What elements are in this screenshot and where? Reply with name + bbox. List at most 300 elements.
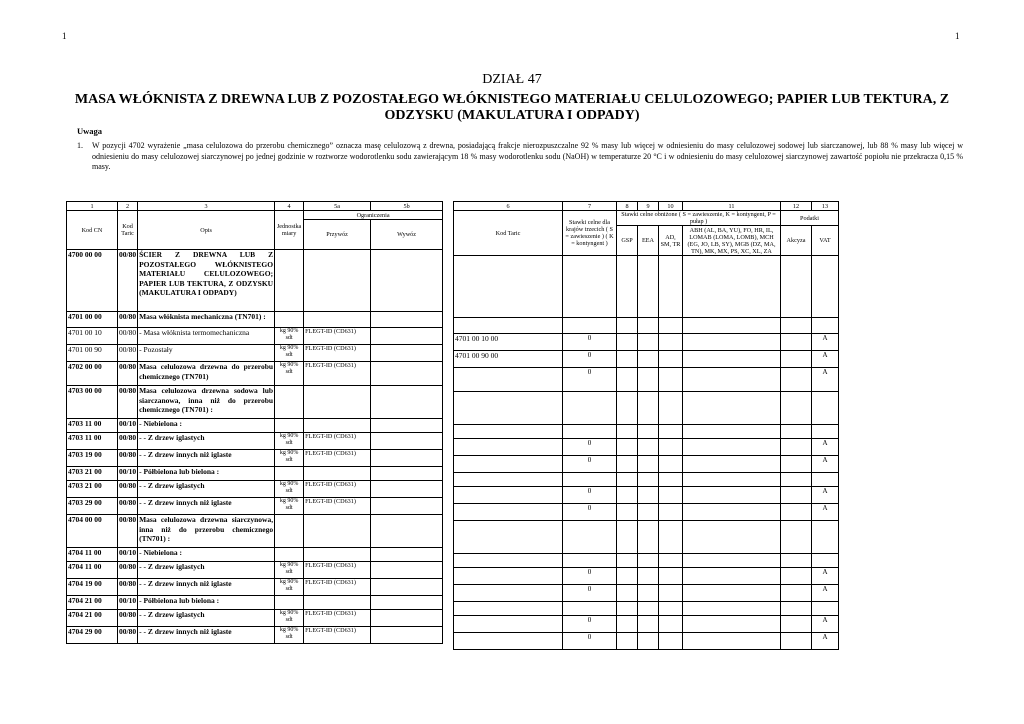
row-unit <box>275 419 304 433</box>
row-export-restriction <box>371 515 443 548</box>
table-row <box>454 425 839 439</box>
row-vat: A <box>812 616 839 633</box>
row-abh <box>683 585 781 602</box>
row-unit <box>275 515 304 548</box>
row-cn-code: 4703 00 00 <box>67 386 118 419</box>
row-ad <box>659 318 683 334</box>
row-description: - - Z drzew innych niż iglaste <box>138 498 275 515</box>
row-taric-suffix: 00/80 <box>118 481 138 498</box>
row-third-country-rate <box>563 521 617 554</box>
row-export-restriction <box>371 362 443 386</box>
col-number: 5b <box>371 202 443 211</box>
row-gsp <box>617 633 638 650</box>
table-row <box>67 362 443 386</box>
row-taric-suffix: 00/80 <box>118 579 138 596</box>
table-row <box>67 515 443 548</box>
row-akcyza <box>781 456 812 473</box>
row-import-restriction <box>304 250 371 312</box>
row-vat <box>812 318 839 334</box>
table-row <box>454 318 839 334</box>
row-ad <box>659 521 683 554</box>
row-ad <box>659 334 683 351</box>
row-export-restriction <box>371 386 443 419</box>
row-abh <box>683 392 781 425</box>
table-row <box>67 596 443 610</box>
row-import-restriction <box>304 596 371 610</box>
col-number: 4 <box>275 202 304 211</box>
row-export-restriction <box>371 450 443 467</box>
table-row <box>454 334 839 351</box>
row-taric-suffix: 00/80 <box>118 362 138 386</box>
table-row <box>454 504 839 521</box>
row-description: ŚCIER Z DREWNA LUB Z POZOSTAŁEGO WŁÓKNISTEGO MATERIAŁU CELULOZOWEGO; PAPIER LUB TEKTURA, Z ODZYSKU (MAKULATURA I ODPADY) <box>138 250 275 312</box>
row-eea <box>638 392 659 425</box>
row-third-country-rate: 0 <box>563 456 617 473</box>
row-ad <box>659 504 683 521</box>
row-unit: kg 90% sdt <box>275 328 304 345</box>
row-eea <box>638 602 659 616</box>
row-third-country-rate: 0 <box>563 368 617 392</box>
row-taric-suffix: 00/10 <box>118 467 138 481</box>
row-third-country-rate: 0 <box>563 439 617 456</box>
row-third-country-rate <box>563 554 617 568</box>
row-abh <box>683 616 781 633</box>
row-vat: A <box>812 439 839 456</box>
page-number-right: 1 <box>955 31 960 41</box>
row-unit: kg 90% sdt <box>275 450 304 467</box>
row-eea <box>638 256 659 318</box>
table-row <box>454 602 839 616</box>
row-gsp <box>617 318 638 334</box>
row-akcyza <box>781 473 812 487</box>
table-row <box>67 345 443 362</box>
row-unit <box>275 548 304 562</box>
row-vat: A <box>812 585 839 602</box>
header-stawki-trzecie: Stawki celne dla krajów trzecich ( S = zawieszenie ) ( K = kontyngent ) <box>563 211 617 256</box>
row-description: - Masa włóknista termomechaniczna <box>138 328 275 345</box>
header-ad: AD, SM, TR <box>659 226 683 256</box>
row-unit <box>275 312 304 328</box>
col-number: 2 <box>118 202 138 211</box>
row-taric-suffix: 00/80 <box>118 562 138 579</box>
col-number: 3 <box>138 202 275 211</box>
row-unit: kg 90% sdt <box>275 362 304 386</box>
table-row <box>454 368 839 392</box>
row-description: - - Z drzew iglastych <box>138 562 275 579</box>
row-third-country-rate: 0 <box>563 568 617 585</box>
row-description: - - Z drzew innych niż iglaste <box>138 450 275 467</box>
row-taric-suffix: 00/80 <box>118 386 138 419</box>
row-ad <box>659 616 683 633</box>
row-unit: kg 90% sdt <box>275 627 304 644</box>
row-import-restriction: FLEGT-ID (CD631) <box>304 362 371 386</box>
row-description: - - Z drzew iglastych <box>138 433 275 450</box>
row-import-restriction: FLEGT-ID (CD631) <box>304 450 371 467</box>
row-akcyza <box>781 554 812 568</box>
row-gsp <box>617 554 638 568</box>
note-number: 1. <box>77 141 83 150</box>
row-kod-taric <box>454 318 563 334</box>
row-gsp <box>617 439 638 456</box>
row-taric-suffix: 00/80 <box>118 450 138 467</box>
row-export-restriction <box>371 596 443 610</box>
table-row <box>454 633 839 650</box>
row-cn-code: 4704 29 00 <box>67 627 118 644</box>
col-number: 7 <box>563 202 617 211</box>
row-kod-taric <box>454 633 563 650</box>
row-import-restriction <box>304 467 371 481</box>
header-vat: VAT <box>812 226 839 256</box>
row-description: - Niebielona : <box>138 548 275 562</box>
row-kod-taric <box>454 368 563 392</box>
row-third-country-rate <box>563 425 617 439</box>
table-row <box>67 312 443 328</box>
row-akcyza <box>781 487 812 504</box>
row-vat: A <box>812 456 839 473</box>
row-eea <box>638 554 659 568</box>
tariff-table-right <box>453 201 839 650</box>
header-gsp: GSP <box>617 226 638 256</box>
row-import-restriction <box>304 515 371 548</box>
col-number: 1 <box>67 202 118 211</box>
row-eea <box>638 633 659 650</box>
row-export-restriction <box>371 433 443 450</box>
row-akcyza <box>781 585 812 602</box>
tariff-table-left <box>66 201 443 644</box>
row-cn-code: 4700 00 00 <box>67 250 118 312</box>
row-eea <box>638 473 659 487</box>
row-vat <box>812 392 839 425</box>
row-cn-code: 4704 19 00 <box>67 579 118 596</box>
row-unit <box>275 250 304 312</box>
row-third-country-rate: 0 <box>563 487 617 504</box>
row-akcyza <box>781 351 812 368</box>
row-ad <box>659 351 683 368</box>
row-gsp <box>617 256 638 318</box>
row-ad <box>659 568 683 585</box>
row-taric-suffix: 00/10 <box>118 548 138 562</box>
row-abh <box>683 351 781 368</box>
row-unit <box>275 386 304 419</box>
row-gsp <box>617 351 638 368</box>
row-description: - - Z drzew iglastych <box>138 610 275 627</box>
row-gsp <box>617 456 638 473</box>
row-akcyza <box>781 256 812 318</box>
row-eea <box>638 318 659 334</box>
row-taric-suffix: 00/80 <box>118 610 138 627</box>
row-taric-suffix: 00/80 <box>118 498 138 515</box>
row-abh <box>683 554 781 568</box>
table-row <box>454 616 839 633</box>
row-ad <box>659 256 683 318</box>
row-kod-taric <box>454 602 563 616</box>
row-unit: kg 90% sdt <box>275 481 304 498</box>
row-third-country-rate <box>563 256 617 318</box>
row-cn-code: 4701 00 90 <box>67 345 118 362</box>
row-import-restriction: FLEGT-ID (CD631) <box>304 328 371 345</box>
row-eea <box>638 521 659 554</box>
row-kod-taric <box>454 425 563 439</box>
row-abh <box>683 256 781 318</box>
row-ad <box>659 585 683 602</box>
row-export-restriction <box>371 562 443 579</box>
row-kod-taric <box>454 616 563 633</box>
note-heading: Uwaga <box>77 126 103 136</box>
row-cn-code: 4704 11 00 <box>67 548 118 562</box>
header-abh: ABH (AL, BA, YU), FO, HR, IL, LOMAB (LOMA, LOMB), MCH (EG, JO, LB, SY), MGB (DZ, MA, TN), MK, MX, PS, XC, XL, ZA <box>683 226 781 256</box>
table-row <box>454 473 839 487</box>
row-unit <box>275 596 304 610</box>
row-eea <box>638 585 659 602</box>
col-number: 11 <box>683 202 781 211</box>
row-abh <box>683 568 781 585</box>
row-abh <box>683 439 781 456</box>
row-eea <box>638 425 659 439</box>
row-vat: A <box>812 351 839 368</box>
row-unit: kg 90% sdt <box>275 610 304 627</box>
row-akcyza <box>781 425 812 439</box>
row-export-restriction <box>371 610 443 627</box>
row-unit: kg 90% sdt <box>275 345 304 362</box>
row-gsp <box>617 487 638 504</box>
row-description: - Półbielona lub bielona : <box>138 467 275 481</box>
row-cn-code: 4704 21 00 <box>67 610 118 627</box>
row-third-country-rate <box>563 392 617 425</box>
row-export-restriction <box>371 467 443 481</box>
row-taric-suffix: 00/80 <box>118 433 138 450</box>
row-taric-suffix: 00/80 <box>118 250 138 312</box>
table-row <box>454 554 839 568</box>
row-description: - Niebielona : <box>138 419 275 433</box>
header-wywoz: Wywóz <box>371 220 443 250</box>
col-number: 9 <box>638 202 659 211</box>
col-number: 10 <box>659 202 683 211</box>
row-third-country-rate <box>563 602 617 616</box>
row-akcyza <box>781 368 812 392</box>
row-vat <box>812 425 839 439</box>
row-cn-code: 4703 21 00 <box>67 467 118 481</box>
row-gsp <box>617 521 638 554</box>
row-gsp <box>617 616 638 633</box>
note-paragraph <box>77 141 963 173</box>
table-row <box>454 521 839 554</box>
row-ad <box>659 633 683 650</box>
table-row <box>454 456 839 473</box>
row-akcyza <box>781 568 812 585</box>
row-akcyza <box>781 616 812 633</box>
header-kod-cn: Kod CN <box>67 211 118 250</box>
row-taric-suffix: 00/80 <box>118 515 138 548</box>
row-kod-taric: 4701 00 10 00 <box>454 334 563 351</box>
row-ad <box>659 602 683 616</box>
row-third-country-rate: 0 <box>563 504 617 521</box>
row-gsp <box>617 473 638 487</box>
row-description: Masa celulozowa drzewna siarczynowa, inna niż do przerobu chemicznego (TN701) : <box>138 515 275 548</box>
page-number-left: 1 <box>62 31 67 41</box>
row-export-restriction <box>371 312 443 328</box>
table-row <box>454 256 839 318</box>
header-opis: Opis <box>138 211 275 250</box>
row-gsp <box>617 392 638 425</box>
row-export-restriction <box>371 579 443 596</box>
row-third-country-rate: 0 <box>563 334 617 351</box>
header-eea: EEA <box>638 226 659 256</box>
row-kod-taric <box>454 439 563 456</box>
table-row <box>454 487 839 504</box>
row-import-restriction: FLEGT-ID (CD631) <box>304 627 371 644</box>
row-vat <box>812 602 839 616</box>
row-kod-taric <box>454 392 563 425</box>
row-taric-suffix: 00/80 <box>118 627 138 644</box>
row-description: - Półbielona lub bielona : <box>138 596 275 610</box>
row-import-restriction <box>304 548 371 562</box>
row-abh <box>683 487 781 504</box>
row-kod-taric <box>454 568 563 585</box>
row-gsp <box>617 425 638 439</box>
row-abh <box>683 521 781 554</box>
header-podatki: Podatki <box>781 211 839 226</box>
row-gsp <box>617 585 638 602</box>
column-numbers-row <box>67 202 443 211</box>
row-gsp <box>617 568 638 585</box>
row-ad <box>659 439 683 456</box>
table-row <box>67 328 443 345</box>
row-cn-code: 4703 19 00 <box>67 450 118 467</box>
row-vat <box>812 256 839 318</box>
note-text: W pozycji 4702 wyrażenie „masa celulozowa do przerobu chemicznego” oznacza masę celulozową z drewna, posiadającą frakcje nierozpuszczalne 92 % masy lub więcej w odniesieniu do masy celulozowej sodowej lub siarczanowej, lub 88 % masy lub więcej w odniesieniu do masy celulozowej siarczynowej po jednej godzinie w roztworze wodorotlenku sodu zawierającym 18 % masy wodorotlenku sodu (NaOH) w temperaturze 20 °C i w odniesieniu do masy celulozowej siarczynowej zawartość popiołu nie przekracza 0,15 % masy. <box>92 141 963 171</box>
row-gsp <box>617 504 638 521</box>
col-number: 5a <box>304 202 371 211</box>
table-row <box>454 351 839 368</box>
row-import-restriction: FLEGT-ID (CD631) <box>304 481 371 498</box>
row-export-restriction <box>371 419 443 433</box>
header-akcyza: Akcyza <box>781 226 812 256</box>
row-export-restriction <box>371 548 443 562</box>
row-ad <box>659 456 683 473</box>
row-description: Masa włóknista mechaniczna (TN701) : <box>138 312 275 328</box>
row-kod-taric <box>454 456 563 473</box>
row-description: - - Z drzew iglastych <box>138 481 275 498</box>
row-export-restriction <box>371 328 443 345</box>
row-ad <box>659 473 683 487</box>
row-description: Masa celulozowa drzewna do przerobu chemicznego (TN701) <box>138 362 275 386</box>
row-abh <box>683 456 781 473</box>
row-ad <box>659 554 683 568</box>
row-eea <box>638 616 659 633</box>
row-third-country-rate: 0 <box>563 585 617 602</box>
table-row <box>67 481 443 498</box>
header-przywoz: Przywóz <box>304 220 371 250</box>
row-vat: A <box>812 487 839 504</box>
table-row <box>454 568 839 585</box>
row-abh <box>683 473 781 487</box>
col-number: 12 <box>781 202 812 211</box>
row-kod-taric <box>454 256 563 318</box>
header-kod-taric: Kod Taric <box>118 211 138 250</box>
row-abh <box>683 318 781 334</box>
row-abh <box>683 504 781 521</box>
row-eea <box>638 487 659 504</box>
header-ograniczenia: Ograniczenia <box>304 211 443 220</box>
row-import-restriction: FLEGT-ID (CD631) <box>304 562 371 579</box>
row-akcyza <box>781 392 812 425</box>
row-export-restriction <box>371 498 443 515</box>
row-cn-code: 4703 29 00 <box>67 498 118 515</box>
table-row <box>67 433 443 450</box>
row-unit: kg 90% sdt <box>275 498 304 515</box>
table-row <box>67 419 443 433</box>
row-akcyza <box>781 521 812 554</box>
row-ad <box>659 487 683 504</box>
row-eea <box>638 351 659 368</box>
row-taric-suffix: 00/10 <box>118 596 138 610</box>
row-gsp <box>617 368 638 392</box>
chapter-subtitle: MASA WŁÓKNISTA Z DREWNA LUB Z POZOSTAŁEGO WŁÓKNISTEGO MATERIAŁU CELULOZOWEGO; PAPIER LUB TEKTURA, Z ODZYSKU (MAKULATURA I ODPADY) <box>74 92 950 123</box>
row-cn-code: 4701 00 10 <box>67 328 118 345</box>
row-akcyza <box>781 602 812 616</box>
col-number: 13 <box>812 202 839 211</box>
row-import-restriction <box>304 312 371 328</box>
chapter-title: DZIAŁ 47 <box>482 72 542 87</box>
row-cn-code: 4703 11 00 <box>67 433 118 450</box>
table-row <box>67 467 443 481</box>
table-row <box>67 562 443 579</box>
row-abh <box>683 633 781 650</box>
row-vat <box>812 554 839 568</box>
row-eea <box>638 334 659 351</box>
row-import-restriction: FLEGT-ID (CD631) <box>304 610 371 627</box>
row-import-restriction: FLEGT-ID (CD631) <box>304 433 371 450</box>
table-row <box>67 610 443 627</box>
column-numbers-row <box>454 202 839 211</box>
row-import-restriction: FLEGT-ID (CD631) <box>304 345 371 362</box>
row-abh <box>683 602 781 616</box>
table-row <box>67 627 443 644</box>
row-abh <box>683 425 781 439</box>
row-eea <box>638 456 659 473</box>
header-jednostka: Jednostka miary <box>275 211 304 250</box>
table-row <box>67 498 443 515</box>
row-description: - Pozostały <box>138 345 275 362</box>
row-unit <box>275 467 304 481</box>
row-export-restriction <box>371 627 443 644</box>
row-akcyza <box>781 318 812 334</box>
row-eea <box>638 504 659 521</box>
col-number: 6 <box>454 202 563 211</box>
row-unit: kg 90% sdt <box>275 579 304 596</box>
row-cn-code: 4704 21 00 <box>67 596 118 610</box>
row-kod-taric <box>454 585 563 602</box>
row-kod-taric: 4701 00 90 00 <box>454 351 563 368</box>
row-eea <box>638 368 659 392</box>
row-kod-taric <box>454 473 563 487</box>
row-third-country-rate <box>563 473 617 487</box>
row-third-country-rate: 0 <box>563 616 617 633</box>
table-row <box>454 392 839 425</box>
table-row <box>454 585 839 602</box>
row-import-restriction <box>304 386 371 419</box>
row-export-restriction <box>371 481 443 498</box>
row-ad <box>659 368 683 392</box>
row-gsp <box>617 602 638 616</box>
row-third-country-rate: 0 <box>563 351 617 368</box>
row-akcyza <box>781 439 812 456</box>
row-akcyza <box>781 633 812 650</box>
row-unit: kg 90% sdt <box>275 433 304 450</box>
row-description: Masa celulozowa drzewna sodowa lub siarczanowa, inna niż do przerobu chemicznego (TN701) : <box>138 386 275 419</box>
col-number: 8 <box>617 202 638 211</box>
row-unit: kg 90% sdt <box>275 562 304 579</box>
